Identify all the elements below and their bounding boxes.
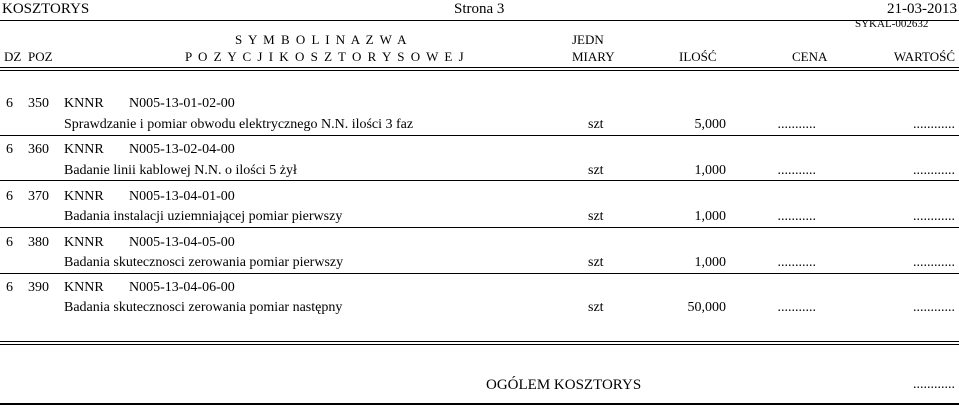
row-dz: 6 <box>6 189 13 204</box>
row-dz: 6 <box>6 280 13 295</box>
row-unit: szt <box>588 300 604 315</box>
row-price: ........... <box>777 117 816 132</box>
row-description: Badanie linii kablowej N.N. o ilości 5 żył <box>64 163 297 178</box>
row-quantity: 1,000 <box>694 209 726 224</box>
row-description: Badania instalacji uziemniającej pomiar pierwszy <box>64 209 343 224</box>
column-header-rule-1 <box>0 67 959 68</box>
footer-rule <box>0 403 959 405</box>
row-unit: szt <box>588 163 604 178</box>
row-dz: 6 <box>6 142 13 157</box>
row-description: Badania skutecznosci zerowania pomiar następny <box>64 300 343 315</box>
row-code: N005-13-04-06-00 <box>129 280 235 295</box>
column-value: WARTOŚĆ <box>893 49 955 64</box>
row-separator <box>0 273 959 274</box>
page-number: Strona 3 <box>454 1 505 17</box>
row-code: N005-13-02-04-00 <box>129 142 235 157</box>
total-label: OGÓLEM KOSZTORYS <box>486 377 642 393</box>
table-end-rule-2 <box>0 344 959 345</box>
row-code: N005-13-01-02-00 <box>129 96 235 111</box>
row-catalog: KNNR <box>64 189 104 204</box>
row-value: ............ <box>913 163 955 178</box>
row-poz: 370 <box>28 189 49 204</box>
column-dz: DZ <box>4 49 22 64</box>
column-symbol-name-line1: S Y M B O L I N A Z W A <box>235 32 409 47</box>
row-poz: 350 <box>28 96 49 111</box>
column-jedn-line2: MIARY <box>572 49 615 64</box>
row-price: ........... <box>777 209 816 224</box>
document-code: SYKAL-002632 <box>855 18 929 30</box>
row-dz: 6 <box>6 235 13 250</box>
row-separator <box>0 135 959 136</box>
row-quantity: 1,000 <box>694 255 726 270</box>
column-quantity: ILOŚĆ <box>679 49 717 64</box>
row-separator <box>0 227 959 228</box>
row-price: ........... <box>777 255 816 270</box>
row-poz: 380 <box>28 235 49 250</box>
table-end-rule-1 <box>0 341 959 342</box>
column-jedn-line1: JEDN <box>572 32 604 47</box>
row-value: ............ <box>913 117 955 132</box>
row-code: N005-13-04-05-00 <box>129 235 235 250</box>
row-quantity: 5,000 <box>694 117 726 132</box>
row-unit: szt <box>588 255 604 270</box>
row-separator <box>0 180 959 181</box>
row-unit: szt <box>588 209 604 224</box>
row-catalog: KNNR <box>64 280 104 295</box>
document-date: 21-03-2013 <box>887 1 957 17</box>
header-rule <box>0 20 959 21</box>
row-catalog: KNNR <box>64 142 104 157</box>
row-code: N005-13-04-01-00 <box>129 189 235 204</box>
row-poz: 360 <box>28 142 49 157</box>
document-title: KOSZTORYS <box>2 1 90 17</box>
row-value: ............ <box>913 209 955 224</box>
column-symbol-name-line2: P O Z Y C J I K O S Z T O R Y S O W E J <box>185 49 466 64</box>
row-description: Badania skutecznosci zerowania pomiar pierwszy <box>64 255 344 270</box>
row-description: Sprawdzanie i pomiar obwodu elektrycznego N.N. ilości 3 faz <box>64 117 414 132</box>
column-header-rule-2 <box>0 70 959 71</box>
row-catalog: KNNR <box>64 96 104 111</box>
row-value: ............ <box>913 255 955 270</box>
column-price: CENA <box>792 49 828 64</box>
row-catalog: KNNR <box>64 235 104 250</box>
row-price: ........... <box>777 300 816 315</box>
row-price: ........... <box>777 163 816 178</box>
row-dz: 6 <box>6 96 13 111</box>
column-poz: POZ <box>28 49 53 64</box>
row-poz: 390 <box>28 280 49 295</box>
row-value: ............ <box>913 300 955 315</box>
row-unit: szt <box>588 117 604 132</box>
total-value: ............ <box>913 377 955 392</box>
row-quantity: 50,000 <box>687 300 726 315</box>
row-quantity: 1,000 <box>694 163 726 178</box>
